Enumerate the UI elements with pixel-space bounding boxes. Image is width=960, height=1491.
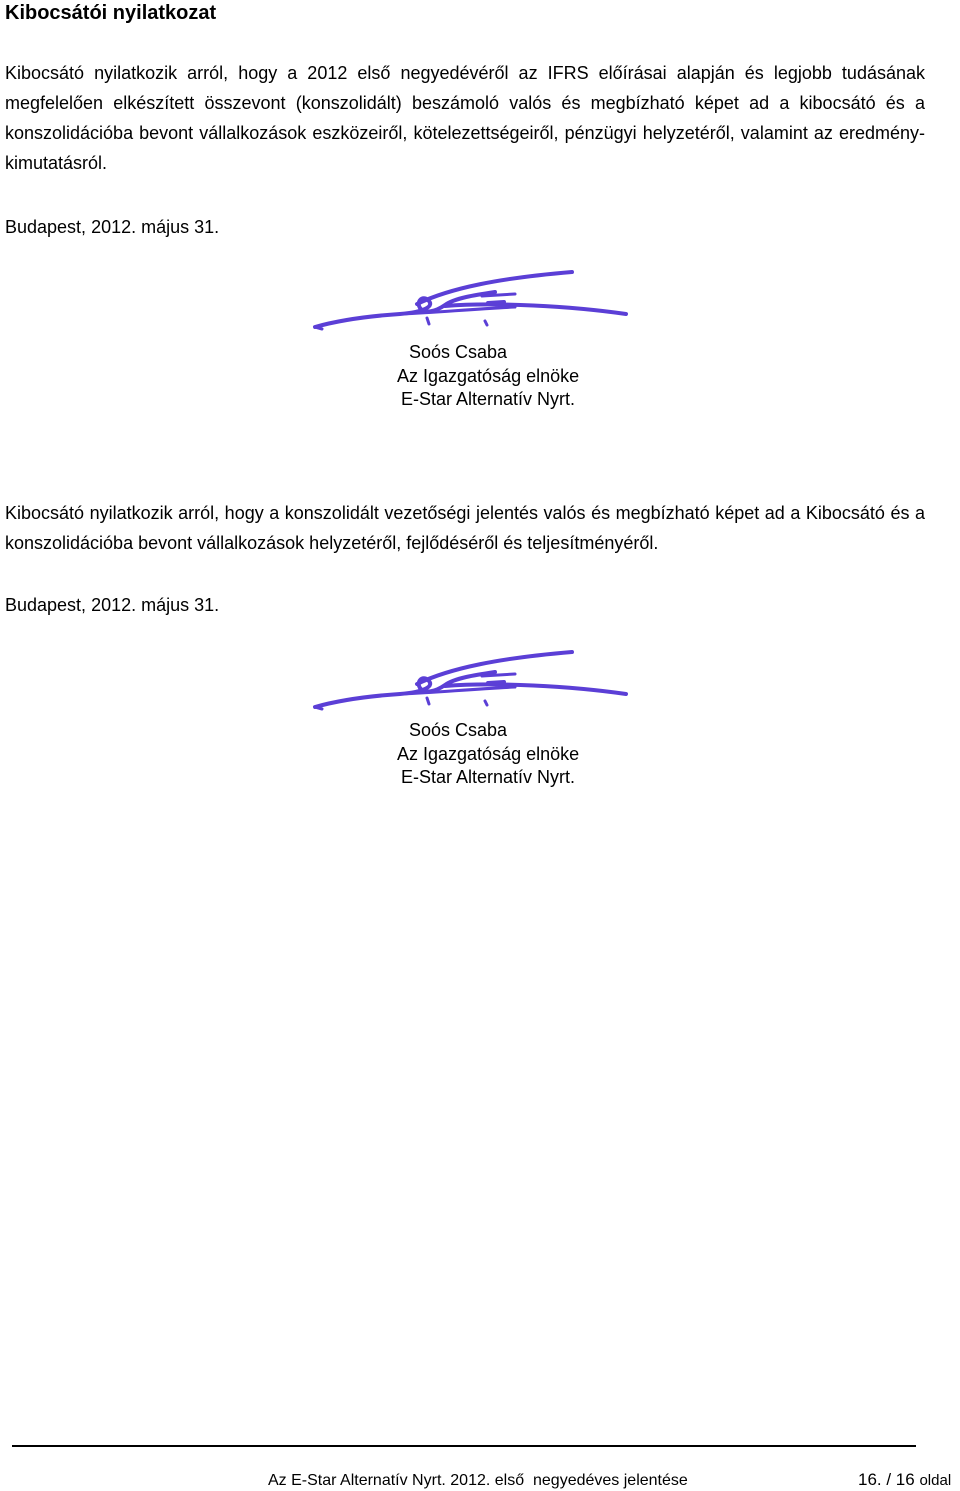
footer-report-name: Az E-Star Alternatív Nyrt. 2012. első negyedéves jelentése bbox=[268, 1472, 688, 1489]
page-word: oldal bbox=[919, 1472, 952, 1489]
signer-company: E-Star Alternatív Nyrt. bbox=[401, 389, 576, 409]
signer-title: Az Igazgatóság elnöke bbox=[397, 743, 580, 764]
signer-title: Az Igazgatóság elnöke bbox=[397, 365, 580, 386]
signer-company: E-Star Alternatív Nyrt. bbox=[401, 767, 576, 787]
footer-divider bbox=[12, 1445, 916, 1447]
handwritten-signature bbox=[310, 648, 635, 714]
footer-page-number bbox=[858, 1470, 951, 1491]
handwritten-signature bbox=[310, 268, 635, 334]
signer-block bbox=[360, 719, 640, 790]
declaration-paragraph-management-report: Kibocsátó nyilatkozik arról, hogy a konszolidált vezetőségi jelentés valós és megbízható képet ad a Kibocsátó és a konszolidációba bevont vállalkozások helyzetéről, fejlődéséről és teljesítményéről. bbox=[5, 503, 925, 553]
page-number: 16. / 16 bbox=[858, 1470, 915, 1489]
signer-block bbox=[360, 341, 640, 412]
place-date: Budapest, 2012. május 31. bbox=[5, 217, 220, 237]
declaration-paragraph-financial-statements: Kibocsátó nyilatkozik arról, hogy a 2012 első negyedévéről az IFRS előírásai alapján és legjobb tudásának megfelelően elkészített összevont (konszolidált) beszámoló valós és megbízható képet ad a kibocsátó és a konszolidációba bevont vállalkozások eszközeiről, kötelezettségeiről, pénzügyi helyzetéről, valamint az eredmény-kimutatásról. bbox=[5, 63, 925, 173]
place-date: Budapest, 2012. május 31. bbox=[5, 595, 220, 615]
signer-name: Soós Csaba bbox=[409, 342, 508, 362]
signer-name: Soós Csaba bbox=[409, 720, 508, 740]
page-title: Kibocsátói nyilatkozat bbox=[5, 2, 217, 24]
